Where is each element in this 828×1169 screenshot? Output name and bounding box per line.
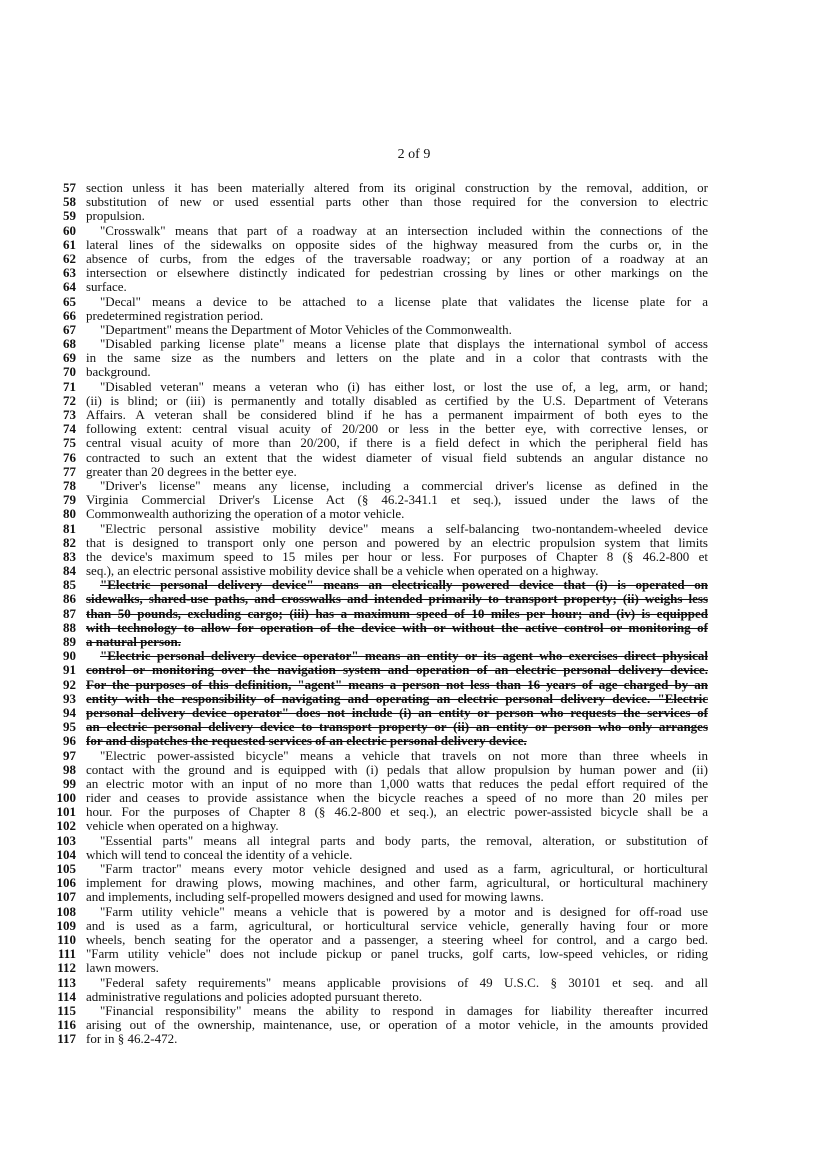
text-line bbox=[0, 436, 828, 450]
page-number: 2 of 9 bbox=[397, 147, 431, 162]
text-line bbox=[0, 678, 828, 692]
line-number: 76 bbox=[63, 449, 76, 465]
line-text: central visual acuity of more than 20/200, if there is a field defect in which the peripheral field has bbox=[86, 435, 708, 451]
struck-line-text: "Electric personal delivery device" means an electrically powered device that (i) is operated on bbox=[100, 577, 708, 593]
line-number: 105 bbox=[56, 861, 76, 876]
line-text: rider and ceases to provide assistance when the bicycle reaches a speed of no more than 20 miles per bbox=[86, 790, 708, 806]
line-number: 117 bbox=[57, 1031, 76, 1047]
line-number: 88 bbox=[63, 619, 76, 635]
text-line bbox=[0, 905, 828, 919]
line-number: 72 bbox=[63, 392, 76, 408]
text-line bbox=[0, 380, 828, 394]
line-number: 71 bbox=[63, 378, 76, 394]
line-number: 106 bbox=[56, 875, 76, 891]
text-line bbox=[0, 365, 828, 379]
text-line bbox=[0, 919, 828, 933]
line-number: 93 bbox=[63, 690, 76, 706]
line-text: implement for drawing plows, mowing machines, and other farm, agricultural, or horticultural machinery bbox=[86, 875, 708, 891]
line-text: "Electric power-assisted bicycle" means a vehicle that travels on not more than three wheels in bbox=[100, 747, 708, 763]
line-text: that is designed to transport only one person and powered by an electric propulsion system that limits bbox=[86, 534, 708, 550]
line-text: in the same size as the numbers and letters on the plate and in a color that contrasts with the bbox=[86, 350, 708, 366]
line-number: 99 bbox=[63, 775, 76, 791]
line-text: "Farm utility vehicle" means a vehicle that is powered by a motor and is designed for off-road use bbox=[100, 903, 708, 919]
line-number: 94 bbox=[63, 704, 76, 720]
line-number: 114 bbox=[57, 988, 76, 1004]
line-text: "Federal safety requirements" means applicable provisions of 49 U.S.C. § 30101 et seq. and all bbox=[100, 974, 708, 990]
line-number: 77 bbox=[63, 463, 76, 479]
line-text: predetermined registration period. bbox=[86, 307, 264, 323]
line-text: contracted to such an extent that the widest diameter of visual field subtends an angular distance no bbox=[86, 449, 708, 465]
line-text: greater than 20 degrees in the better eye. bbox=[86, 463, 297, 479]
line-number: 104 bbox=[56, 846, 76, 862]
line-text: surface. bbox=[86, 279, 127, 295]
text-line bbox=[0, 1032, 828, 1046]
line-text: administrative regulations and policies adopted pursuant thereto. bbox=[86, 988, 423, 1004]
line-text: "Financial responsibility" means the ability to respond in damages for liability thereafter incurred bbox=[100, 1002, 708, 1018]
line-number: 63 bbox=[63, 265, 76, 281]
struck-line-text: than 50 pounds, excluding cargo; (iii) has a maximum speed of 10 miles per hour; and (iv) is equipped bbox=[86, 605, 708, 621]
line-number: 111 bbox=[57, 946, 76, 962]
line-number: 107 bbox=[56, 889, 76, 905]
line-text: "Department" means the Department of Motor Vehicles of the Commonwealth. bbox=[100, 321, 512, 337]
line-number: 82 bbox=[63, 534, 76, 550]
text-line bbox=[0, 621, 828, 635]
line-text: "Farm tractor" means every motor vehicle designed and used as a farm, agricultural, or horticultural bbox=[100, 861, 708, 876]
text-line bbox=[0, 706, 828, 720]
line-number: 57 bbox=[63, 180, 76, 195]
text-line bbox=[0, 947, 828, 961]
text-line bbox=[0, 961, 828, 975]
text-line bbox=[0, 451, 828, 465]
text-line bbox=[0, 791, 828, 805]
text-line bbox=[0, 536, 828, 550]
text-line bbox=[0, 834, 828, 848]
struck-line-text: with technology to allow for operation of the device with or without the active control or monitoring of bbox=[86, 619, 708, 635]
text-line bbox=[0, 890, 828, 904]
text-line bbox=[0, 280, 828, 294]
line-number: 67 bbox=[63, 321, 76, 337]
text-line bbox=[0, 862, 828, 876]
text-line bbox=[0, 181, 828, 195]
line-text: intersection or elsewhere distinctly indicated for pedestrian crossing by lines or other markings on the bbox=[86, 265, 708, 281]
text-line bbox=[0, 195, 828, 209]
line-text: for in § 46.2-472. bbox=[86, 1031, 178, 1047]
line-text: vehicle when operated on a highway. bbox=[86, 818, 279, 834]
struck-line-text: For the purposes of this definition, "agent" means a person not less than 16 years of age charged by an bbox=[86, 676, 708, 692]
struck-line-text: an electric personal delivery device to transport property or (ii) an entity or person who only arranges bbox=[86, 719, 708, 735]
line-number: 92 bbox=[63, 676, 76, 692]
line-text: Affairs. A veteran shall be considered blind if he has a permanent impairment of both eyes to the bbox=[86, 407, 708, 422]
struck-line-text: personal delivery device operator" does not include (i) an entity or person who requests the services of bbox=[86, 704, 708, 720]
text-line bbox=[0, 309, 828, 323]
line-number: 108 bbox=[56, 903, 76, 919]
line-number: 97 bbox=[63, 747, 76, 763]
text-line bbox=[0, 252, 828, 266]
line-number: 66 bbox=[63, 307, 76, 323]
line-text: seq.), an electric personal assistive mobility device shall be a vehicle when operated on a highway. bbox=[86, 563, 599, 579]
line-number: 95 bbox=[63, 719, 76, 735]
line-text: an electric motor with an input of no more than 1,000 watts that reduces the pedal effort required of the bbox=[86, 775, 708, 791]
text-line bbox=[0, 224, 828, 238]
text-line bbox=[0, 550, 828, 564]
line-number: 80 bbox=[63, 506, 76, 522]
text-line bbox=[0, 394, 828, 408]
text-line bbox=[0, 493, 828, 507]
text-line bbox=[0, 209, 828, 223]
line-number: 98 bbox=[63, 761, 76, 777]
line-number: 81 bbox=[63, 520, 76, 536]
line-text: lawn mowers. bbox=[86, 960, 159, 976]
line-number: 73 bbox=[63, 407, 76, 422]
struck-line-text: a natural person. bbox=[86, 634, 181, 649]
text-line bbox=[0, 607, 828, 621]
line-text: Virginia Commercial Driver's License Act (§ 46.2-341.1 et seq.), issued under the laws of the bbox=[86, 492, 708, 508]
line-text: "Electric personal assistive mobility device" means a self-balancing two-nontandem-wheeled device bbox=[100, 520, 708, 536]
line-number: 109 bbox=[56, 917, 76, 933]
line-number: 90 bbox=[63, 648, 76, 664]
line-text: and implements, including self-propelled mowers designed and used for mowing lawns. bbox=[86, 889, 544, 905]
line-number: 103 bbox=[56, 832, 76, 848]
line-number: 69 bbox=[63, 350, 76, 366]
text-line bbox=[0, 990, 828, 1004]
line-text: following extent: central visual acuity of 20/200 or less in the better eye, with corrective lenses, or bbox=[86, 421, 708, 437]
text-line bbox=[0, 763, 828, 777]
line-number: 84 bbox=[63, 563, 76, 579]
text-line bbox=[0, 238, 828, 252]
text-line bbox=[0, 295, 828, 309]
line-text: "Farm utility vehicle" does not include pickup or panel trucks, golf carts, low-speed vehicles, or riding bbox=[86, 946, 708, 962]
line-number: 91 bbox=[63, 662, 76, 678]
line-number: 85 bbox=[63, 577, 76, 593]
text-line bbox=[0, 337, 828, 351]
line-text: propulsion. bbox=[86, 208, 145, 224]
line-text: contact with the ground and is equipped with (i) pedals that allow propulsion by human power and (ii) bbox=[86, 761, 708, 777]
text-line bbox=[0, 635, 828, 649]
text-line bbox=[0, 479, 828, 493]
line-text: "Disabled parking license plate" means a license plate that displays the international symbol of access bbox=[100, 336, 708, 352]
text-line bbox=[0, 507, 828, 521]
line-number: 70 bbox=[63, 364, 76, 380]
text-line bbox=[0, 592, 828, 606]
line-text: "Essential parts" means all integral parts and body parts, the removal, alteration, or substitution of bbox=[100, 832, 708, 848]
text-line bbox=[0, 777, 828, 791]
line-number: 83 bbox=[63, 548, 76, 564]
text-line bbox=[0, 734, 828, 748]
line-number: 89 bbox=[63, 634, 76, 649]
line-number: 68 bbox=[63, 336, 76, 352]
line-number: 100 bbox=[56, 790, 76, 806]
line-number: 59 bbox=[63, 208, 76, 224]
text-line bbox=[0, 805, 828, 819]
line-text: background. bbox=[86, 364, 151, 380]
struck-line-text: control or monitoring over the navigation system and operation of an electric personal delivery device. bbox=[86, 662, 708, 678]
line-number: 112 bbox=[57, 960, 76, 976]
document-body bbox=[0, 181, 828, 1046]
text-line bbox=[0, 976, 828, 990]
line-text: "Driver's license" means any license, including a commercial driver's license as defined in the bbox=[100, 477, 708, 493]
line-number: 110 bbox=[57, 931, 76, 947]
text-line bbox=[0, 848, 828, 862]
line-text: "Disabled veteran" means a veteran who (i) has either lost, or lost the use of, a leg, arm, or hand; bbox=[100, 378, 708, 394]
line-text: "Crosswalk" means that part of a roadway at an intersection included within the connections of the bbox=[100, 222, 708, 238]
text-line bbox=[0, 692, 828, 706]
struck-line-text: sidewalks, shared-use paths, and crosswalks and intended primarily to transport property; (ii) weighs less bbox=[86, 591, 708, 607]
line-text: lateral lines of the sidewalks on opposite sides of the highway measured from the curbs or, in the bbox=[86, 236, 708, 252]
line-number: 62 bbox=[63, 250, 76, 266]
line-number: 116 bbox=[57, 1017, 76, 1033]
text-line bbox=[0, 1018, 828, 1032]
text-line bbox=[0, 578, 828, 592]
line-number: 113 bbox=[57, 974, 76, 990]
line-number: 61 bbox=[63, 236, 76, 252]
line-number: 115 bbox=[57, 1002, 76, 1018]
line-text: substitution of new or used essential parts other than those required for the conversion to electric bbox=[86, 194, 708, 210]
line-text: "Decal" means a device to be attached to a license plate that validates the license plate for a bbox=[100, 293, 708, 309]
text-line bbox=[0, 422, 828, 436]
text-line bbox=[0, 408, 828, 422]
text-line bbox=[0, 663, 828, 677]
line-text: wheels, bench seating for the operator and a passenger, a steering wheel for control, and a cargo bed. bbox=[86, 931, 708, 947]
line-number: 87 bbox=[63, 605, 76, 621]
line-number: 101 bbox=[56, 804, 76, 820]
line-text: and is used as a farm, agricultural, or horticultural service vehicle, generally having four or more bbox=[86, 917, 708, 933]
line-text: section unless it has been materially altered from its original construction by the removal, addition, or bbox=[86, 180, 708, 195]
line-text: arising out of the ownership, maintenance, use, or operation of a motor vehicle, in the amounts provided bbox=[86, 1017, 708, 1033]
text-line bbox=[0, 351, 828, 365]
text-line bbox=[0, 819, 828, 833]
line-number: 79 bbox=[63, 492, 76, 508]
text-line bbox=[0, 749, 828, 763]
line-text: the device's maximum speed to 15 miles per hour or less. For purposes of Chapter 8 (§ 46.2-800 et bbox=[86, 548, 708, 564]
text-line bbox=[0, 649, 828, 663]
line-text: hour. For the purposes of Chapter 8 (§ 46.2-800 et seq.), an electric power-assisted bicycle shall be a bbox=[86, 804, 708, 820]
text-line bbox=[0, 876, 828, 890]
text-line bbox=[0, 522, 828, 536]
text-line bbox=[0, 323, 828, 337]
line-number: 86 bbox=[63, 591, 76, 607]
line-number: 75 bbox=[63, 435, 76, 451]
line-text: Commonwealth authorizing the operation of a motor vehicle. bbox=[86, 506, 405, 522]
line-number: 102 bbox=[56, 818, 76, 834]
text-line bbox=[0, 933, 828, 947]
struck-line-text: for and dispatches the requested services of an electric personal delivery device. bbox=[86, 733, 527, 749]
line-number: 78 bbox=[63, 477, 76, 493]
text-line bbox=[0, 266, 828, 280]
line-text: (ii) is blind; or (iii) is permanently and totally disabled as certified by the U.S. Department of Veterans bbox=[86, 392, 708, 408]
line-number: 96 bbox=[63, 733, 76, 749]
line-text: which will tend to conceal the identity of a vehicle. bbox=[86, 846, 353, 862]
struck-line-text: "Electric personal delivery device operator" means an entity or its agent who exercises direct physical bbox=[100, 648, 708, 664]
text-line bbox=[0, 564, 828, 578]
line-number: 65 bbox=[63, 293, 76, 309]
text-line bbox=[0, 465, 828, 479]
line-number: 64 bbox=[63, 279, 76, 295]
line-text: absence of curbs, from the edges of the traversable roadway; or any portion of a roadway at an bbox=[86, 250, 708, 266]
line-number: 60 bbox=[63, 222, 76, 238]
text-line bbox=[0, 1004, 828, 1018]
line-number: 58 bbox=[63, 194, 76, 210]
struck-line-text: entity with the responsibility of navigating and operating an electric personal delivery device. "Electric bbox=[86, 690, 708, 706]
line-number: 74 bbox=[63, 421, 76, 437]
text-line bbox=[0, 720, 828, 734]
